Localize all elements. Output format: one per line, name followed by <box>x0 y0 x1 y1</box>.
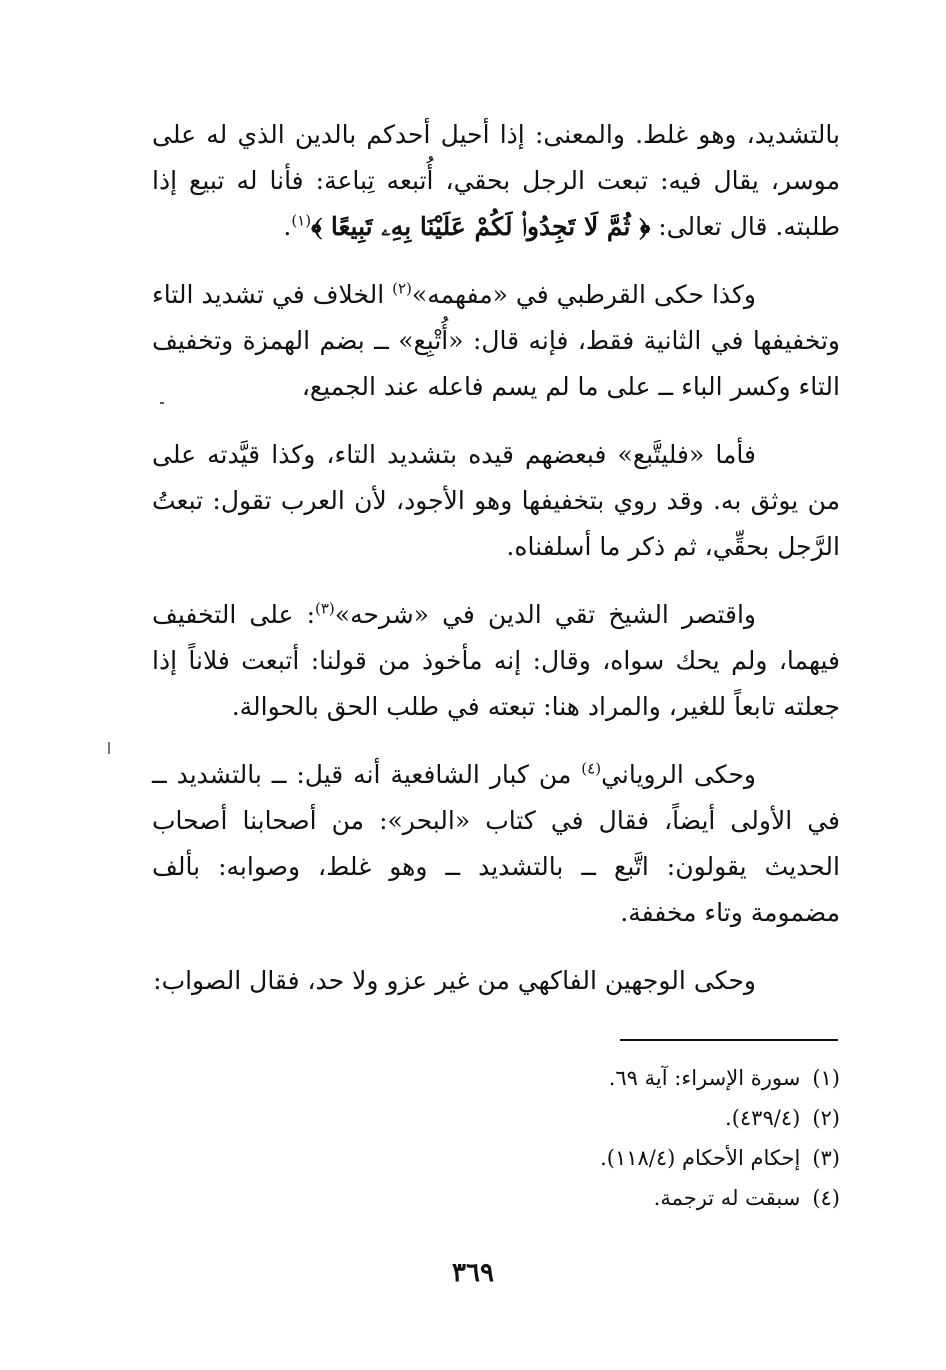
footnote-number: (٢) <box>812 1106 840 1130</box>
footnote-text: إحكام الأحكام (١١٨/٤). <box>600 1146 801 1170</box>
paragraph <box>152 592 840 730</box>
paragraph <box>152 272 840 410</box>
paragraph-text: وحكى الوجهين الفاكهي من غير عزو ولا حد، فقال الصواب: <box>153 966 756 995</box>
footnote-reference: (٢) <box>392 279 412 298</box>
paragraph <box>152 112 840 250</box>
footnote <box>320 1098 840 1138</box>
footnote-text: (٤٣٩/٤). <box>725 1106 801 1130</box>
paragraph-text: وكذا حكى القرطبي في «مفهمه» <box>411 280 756 309</box>
footnote-number: (١) <box>812 1066 840 1090</box>
paragraph <box>152 432 840 570</box>
paragraph <box>152 752 840 936</box>
paragraph-text: فأما «فليتَّبع» فبعضهم قيده بتشديد التاء، وكذا قيَّدته على من يوثق به. وقد روي بتخفيفها وهو الأجود، لأن العرب تقول: تبعتُ الرَّجل بحقِّي، ثم ذكر ما أسلفناه. <box>152 440 840 561</box>
margin-mark <box>108 742 110 754</box>
paragraph-text: : على التخفيف فيهما، ولم يحك سواه، وقال: إنه مأخوذ من قولنا: أتبعت فلاناً إذا جعلته تابعاً للغير، والمراد هنا: تبعته في طلب الحق بالحوالة. <box>152 600 840 721</box>
paragraph-text: . <box>283 212 292 241</box>
footnote <box>320 1138 840 1178</box>
footnote-reference: (٤) <box>581 759 602 778</box>
paragraph-text: الخلاف في تشديد التاء وتخفيفها في الثانية فقط، فإنه قال: «أُتْبِع» ــ بضم الهمزة وتخفيف التاء وكسر الباء ــ على ما لم يسم فاعله عند الجميع، <box>152 280 840 401</box>
footnote-text: سورة الإسراء: آية ٦٩. <box>608 1066 801 1090</box>
paragraph <box>152 958 840 1004</box>
footnote <box>320 1058 840 1098</box>
quran-verse: ﴿ ثُمَّ لَا تَجِدُوا۟ لَكُمْ عَلَيْنَا بِهِۦ تَبِيعًا ﴾ <box>311 212 651 241</box>
footnote-reference: (٣) <box>315 599 335 618</box>
page-number: ٣٦٩ <box>452 1258 494 1288</box>
footnotes <box>320 1058 840 1218</box>
main-text <box>152 112 840 1026</box>
paragraph-text: واقتصر الشيخ تقي الدين في «شرحه» <box>334 600 756 629</box>
footnote-number: (٤) <box>812 1186 840 1210</box>
paragraph-text: بالتشديد، وهو غلط. والمعنى: إذا أحيل أحدكم بالدين الذي له على موسر، يقال فيه: تبعت الرجل بحقي، أُتبعه تِباعة: فأنا له تبيع إذا طلبته. قال تعالى: <box>152 120 840 241</box>
scan-speck <box>160 402 164 404</box>
paragraph-text: من كبار الشافعية أنه قيل: ــ بالتشديد ــ في الأولى أيضاً، فقال في كتاب «البحر»: من أصحابنا أصحاب الحديث يقولون: اتَّبع ــ بالتشديد ــ وهو غلط، وصوابه: بألف مضمومة وتاء مخففة. <box>152 760 840 927</box>
footnote-separator <box>620 1039 838 1041</box>
paragraph-text: وحكى الروياني <box>601 760 756 789</box>
footnote <box>320 1178 840 1218</box>
footnote-reference: (١) <box>291 211 312 230</box>
footnote-number: (٣) <box>812 1146 840 1170</box>
footnote-text: سبقت له ترجمة. <box>653 1186 801 1210</box>
